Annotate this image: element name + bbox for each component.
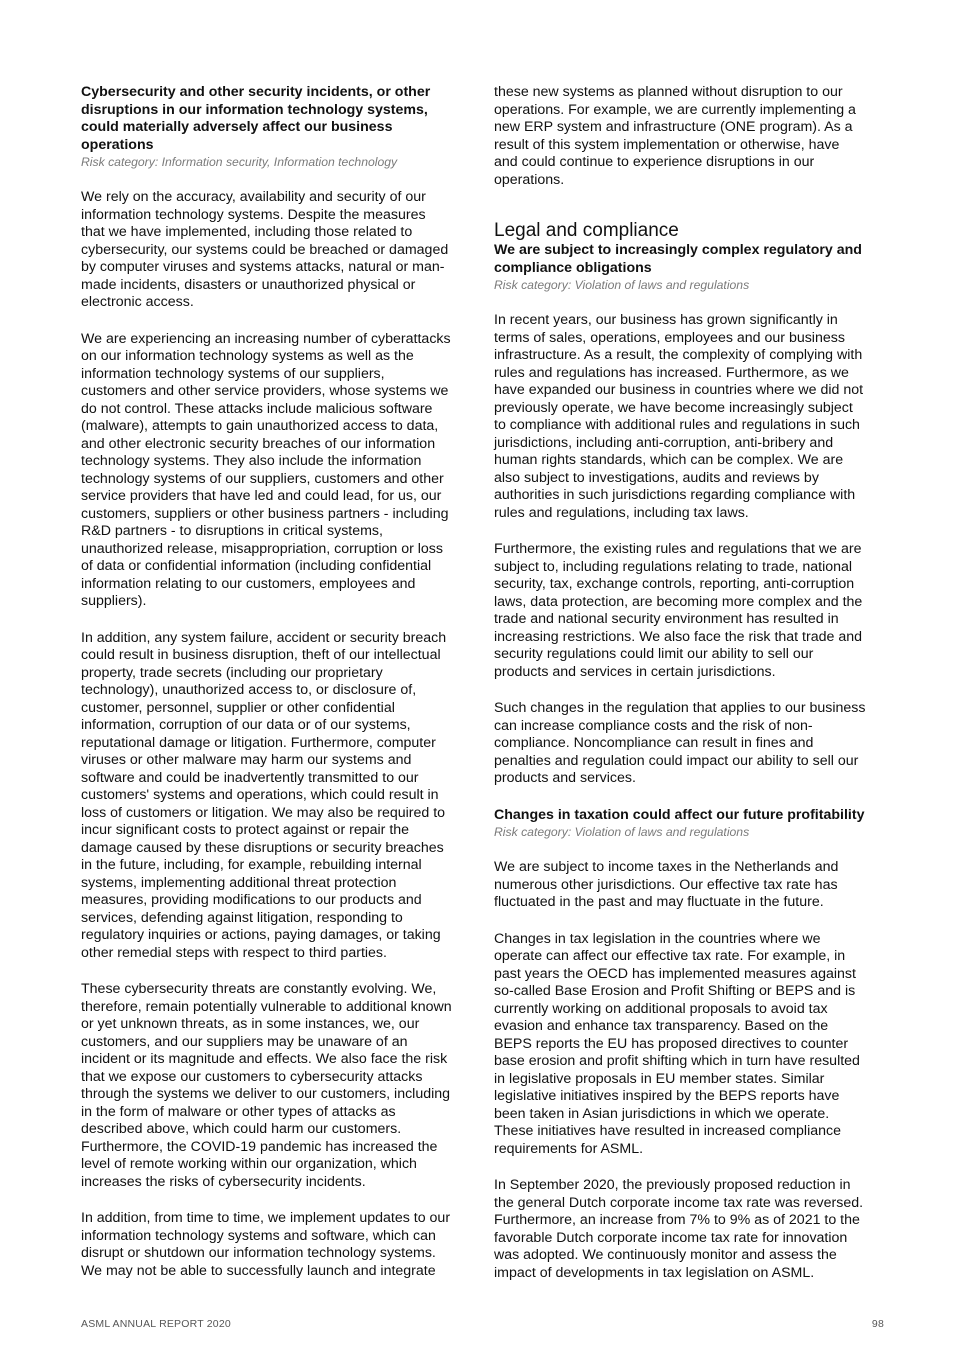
text-line: In addition, from time to time, we implement updates to our (81, 1210, 451, 1226)
text-line: increases the risks of cybersecurity incidents. (81, 1173, 366, 1190)
text-line: These initiatives have resulted in increased compliance (494, 1123, 841, 1139)
text-line: requirements for ASML. (494, 1140, 644, 1157)
text-line: We may not be able to successfully launch and integrate (81, 1262, 436, 1279)
text-line: operate can affect our effective tax rate. For example, in (494, 948, 846, 964)
text-line: In September 2020, the previously proposed reduction in (494, 1177, 851, 1193)
text-line: security regulations could limit our ability to sell our (494, 646, 814, 662)
text-line: or yet unknown threats, as in some instances, we, our (81, 1016, 420, 1032)
text-line: so-called Base Erosion and Profit Shifting or BEPS and is (494, 983, 856, 999)
text-line: customers and other service providers, whose systems we (81, 383, 449, 399)
risk-heading-taxation: Changes in taxation could affect our future profitability (494, 806, 865, 823)
text-line: Furthermore, the COVID-19 pandemic has increased the (81, 1138, 438, 1155)
text-line: regulatory inquiries or actions, paying damages, or taking (81, 927, 441, 943)
risk-heading-cybersecurity: Cybersecurity and other security incidents, or other disruptions in our information technology systems, could materially adversely affect our business operations (81, 84, 431, 153)
paragraph (494, 1177, 894, 1282)
text-line: and other electronic security breaches of our information (81, 435, 436, 452)
text-line: impact of developments in tax legislation on ASML. (494, 1264, 815, 1281)
text-line: was adopted. We continuously monitor and assess the (494, 1247, 837, 1263)
paragraph (494, 859, 894, 912)
text-line: evasion and enhance tax transparency. Based on the (494, 1018, 829, 1034)
text-line: unauthorized release, misappropriation, corruption or loss (81, 540, 443, 557)
paragraph (81, 981, 481, 1191)
text-line: through the systems we deliver to our customers, including (81, 1086, 451, 1102)
text-line: damage caused by these disruptions or security breaches (81, 839, 444, 856)
text-line: these new systems as planned without disruption to our (494, 84, 843, 100)
text-line: that we expose our customers to cybersecurity attacks (81, 1068, 423, 1085)
text-line: information technology systems. Despite the measures (81, 206, 426, 223)
text-line: currently working on additional proposals to avoid tax (494, 1000, 828, 1017)
paragraph (81, 630, 481, 963)
text-line: We are subject to income taxes in the Netherlands and (494, 859, 839, 875)
text-line: electronic access. (81, 294, 194, 310)
footer-report-title: ASML ANNUAL REPORT 2020 (81, 1318, 231, 1330)
text-line: new ERP system and infrastructure (ONE program). As a (494, 119, 853, 135)
text-line: on our information technology systems as well as the (81, 348, 414, 364)
section-title: Legal and compliance (494, 220, 679, 241)
text-line: operations. (494, 171, 565, 188)
text-line: that we have implemented, including those related to (81, 224, 413, 240)
paragraph (494, 700, 894, 788)
text-line: We rely on the accuracy, availability and security of our (81, 189, 426, 205)
text-line: technology systems of our suppliers, customers and other (81, 470, 444, 487)
text-line: legislative initiatives inspired by the BEPS reports have (494, 1088, 840, 1104)
text-line: compliance. Noncompliance can result in fines and (494, 735, 814, 751)
text-line: made incidents, disasters or unauthorized physical or (81, 276, 416, 293)
text-line: incident or its magnitude and effects. We also face the risk (81, 1051, 448, 1067)
text-line: incur significant costs to protect against or repair the (81, 822, 410, 838)
text-line: been taken in Asian jurisdictions in which we operate. (494, 1105, 830, 1122)
text-line: services, defending against litigation, responding to (81, 909, 403, 926)
paragraph-continuation (494, 84, 894, 189)
text-line: Furthermore, an increase from 7% to 9% as of 2021 to the (494, 1212, 860, 1228)
text-line: systems, implementing additional threat protection (81, 874, 397, 891)
text-line: could result in business disruption, theft of our intellectual (81, 647, 441, 663)
text-line: laws, data protection, are becoming more complex and the (494, 593, 863, 610)
paragraph (494, 541, 894, 681)
text-line: in the form of malware or other types of attacks as (81, 1103, 396, 1120)
text-line: reputational damage or litigation. Furthermore, computer (81, 734, 436, 751)
text-line: authorities in such jurisdictions regarding compliance with (494, 487, 856, 503)
text-line: by computer viruses and systems attacks, natural or man- (81, 259, 445, 275)
text-line: to compliance with additional rules and regulations in such (494, 417, 860, 433)
text-line: also subject to investigations, audits and reviews by (494, 469, 819, 486)
text-line: Such changes in the regulation that applies to our business (494, 700, 866, 716)
text-line: other remedial steps with respect to third parties. (81, 944, 387, 961)
text-line: jurisdictions, including anti-corruption, anti-bribery and (494, 434, 834, 451)
text-line: service providers that have led and could lead, for us, our (81, 488, 442, 504)
text-line: of data or confidential information (including confidential (81, 558, 432, 574)
text-line: BEPS reports the EU has proposed directives to counter (494, 1035, 849, 1052)
text-line: in legislative proposals in EU member states. Similar (494, 1070, 825, 1087)
text-line: numerous other jurisdictions. Our effective tax rate has (494, 876, 838, 893)
text-line: In addition, any system failure, accident or security breach (81, 629, 447, 646)
text-line: (malware), attempts to gain unauthorized access to data, (81, 418, 439, 434)
text-line: therefore, remain potentially vulnerable to additional known (81, 998, 452, 1015)
text-line: operations. For example, we are currently implementing a (494, 101, 856, 118)
text-line: past years the OECD has implemented measures against (494, 965, 856, 982)
text-line: customers, suppliers or other business partners - including (81, 505, 449, 522)
text-line: subject to, including regulations relating to trade, national (494, 558, 853, 575)
text-line: and could continue to experience disruptions in our (494, 154, 815, 170)
text-line: trade and national security environment has resulted in (494, 611, 839, 627)
text-line: fluctuated in the past and may fluctuate in the future. (494, 894, 824, 910)
risk-category: Risk category: Information security, Information technology (81, 155, 398, 169)
text-line: software and could be inadvertently transmitted to our (81, 769, 419, 786)
text-line: information technology systems of our suppliers, (81, 365, 385, 382)
text-line: Furthermore, the existing rules and regulations that we are (494, 541, 862, 557)
text-line: measures, providing modifications to our products and (81, 892, 422, 908)
text-line: property, trade secrets (including our proprietary (81, 664, 383, 681)
text-line: result of this system implementation or otherwise, have (494, 136, 840, 153)
text-line: R&D partners - to disruptions in critical systems, (81, 523, 383, 539)
text-line: These cybersecurity threats are constantly evolving. We, (81, 981, 437, 997)
text-line: products and services. (494, 770, 636, 786)
text-line: disrupt or shutdown our information technology systems. (81, 1245, 436, 1261)
text-line: have expanded our business in countries where we did not (494, 382, 864, 398)
paragraph (494, 312, 894, 522)
left-column (81, 84, 481, 1280)
text-line: information technology systems and software, which can (81, 1227, 436, 1244)
text-line: rules and regulations, including tax laws. (494, 504, 749, 521)
text-line: Changes in tax legislation in the countries where we (494, 930, 821, 947)
text-line: technology), unauthorized access to, or disclosure of, (81, 682, 417, 698)
text-line: In recent years, our business has grown significantly in (494, 312, 838, 328)
text-line: can increase compliance costs and the risk of non- (494, 717, 813, 734)
text-line: customers, and our suppliers may be unaware of an (81, 1033, 408, 1050)
text-line: human rights standards, which can be complex. We are (494, 452, 844, 468)
text-line: information, corruption of our data or of our systems, (81, 717, 411, 733)
text-line: the general Dutch corporate income tax rate was reversed. (494, 1194, 864, 1211)
paragraph (81, 331, 481, 611)
text-line: penalties and regulation could impact our ability to sell our (494, 752, 859, 769)
text-line: terms of sales, operations, employees and our business (494, 329, 845, 346)
text-line: viruses or other malware may harm our systems and (81, 752, 412, 768)
risk-heading-regulatory: We are subject to increasingly complex regulatory and compliance obligations (494, 242, 862, 276)
text-line: rules and regulations has increased. Furthermore, as we (494, 364, 849, 381)
text-line: suppliers). (81, 593, 147, 609)
risk-category: Risk category: Violation of laws and regulations (494, 825, 750, 839)
text-line: products and services in certain jurisdictions. (494, 663, 776, 680)
text-line: infrastructure. As a result, the complexity of complying with (494, 347, 863, 363)
paragraph (494, 931, 894, 1159)
text-line: base erosion and profit shifting which in turn have resulted (494, 1053, 860, 1069)
text-line: cybersecurity, our systems could be breached or damaged (81, 241, 449, 258)
text-line: customers' systems and operations, which could result in (81, 787, 439, 803)
text-line: technology systems. They also include the information (81, 453, 422, 469)
text-line: in the future, including, for example, rebuilding internal (81, 857, 422, 873)
text-line: loss of customers or litigation. We may also be required to (81, 804, 446, 821)
text-line: security, tax, exchange controls, reporting, anti-corruption (494, 576, 855, 592)
risk-category: Risk category: Violation of laws and regulations (494, 278, 750, 292)
text-line: increasing restrictions. We also face the risk that trade and (494, 628, 863, 645)
text-line: previously operate, we have become increasingly subject (494, 399, 853, 416)
text-line: level of remote working within our organization, which (81, 1156, 417, 1172)
text-line: We are experiencing an increasing number of cyberattacks (81, 330, 451, 347)
paragraph (81, 189, 481, 312)
text-line: customer, personnel, supplier or other confidential (81, 699, 395, 716)
page-number: 98 (871, 1318, 884, 1330)
text-line: described above, which could harm our customers. (81, 1121, 402, 1137)
text-line: information relating to our customers, employees and (81, 575, 416, 592)
right-column (494, 84, 894, 1282)
text-line: favorable Dutch corporate income tax rate for innovation (494, 1229, 848, 1246)
paragraph (81, 1210, 481, 1280)
text-line: do not control. These attacks include malicious software (81, 400, 433, 417)
